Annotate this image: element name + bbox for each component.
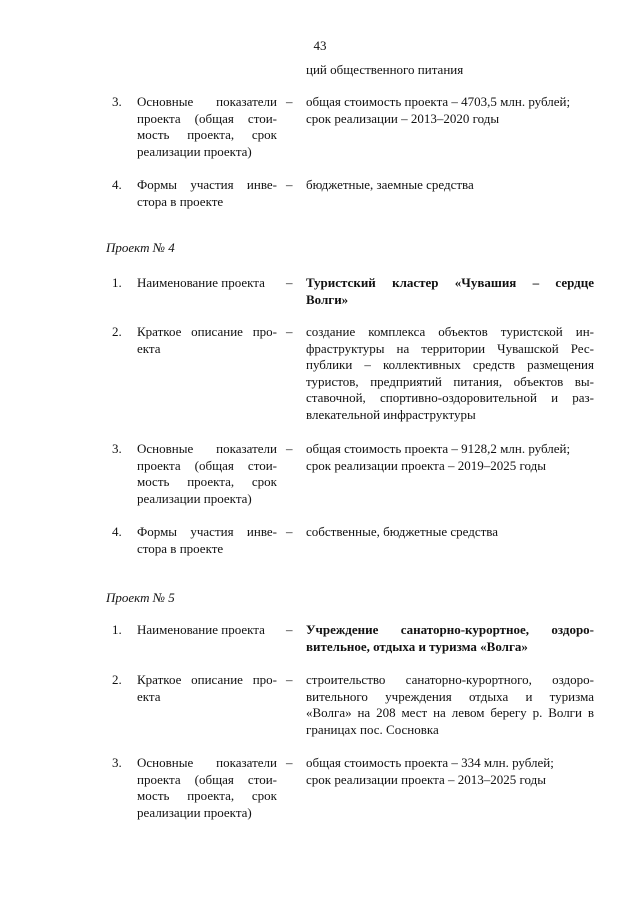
- value-line: фраструктуры на территории Чувашской Рес-: [306, 340, 594, 356]
- label-line: Основные показатели: [137, 755, 277, 770]
- row-value: [306, 94, 594, 127]
- value-line: собственные, бюджетные средства: [306, 524, 499, 539]
- value-line: срок реализации проекта – 2013–2025 годы: [306, 771, 546, 787]
- label-line: Краткое описание про-: [137, 672, 277, 687]
- page-number: 43: [313, 38, 327, 53]
- label-line: реализации проекта): [137, 804, 252, 820]
- label-line: стора в проекте: [137, 193, 224, 209]
- label-line: Наименование проекта: [137, 622, 265, 637]
- row-value: [306, 441, 594, 474]
- value-line: Учреждение санаторно-курортное, оздоро-: [306, 622, 594, 637]
- label-line: екта: [137, 340, 161, 356]
- value-line: влекательной инфраструктуры: [306, 406, 476, 422]
- row-number: 1.: [112, 622, 122, 637]
- row-number: 3.: [112, 755, 122, 770]
- value-line: срок реализации проекта – 2019–2025 годы: [306, 457, 546, 473]
- dash-separator: –: [286, 524, 293, 539]
- label-line: реализации проекта): [137, 490, 252, 506]
- row-label: [137, 177, 277, 210]
- row-value: [306, 177, 594, 194]
- continuation-text: ций общественного питания: [306, 62, 464, 77]
- label-line: Краткое описание про-: [137, 324, 277, 339]
- label-line: мость проекта, срок: [137, 474, 277, 489]
- value-line: туристов, предприятий питания, объектов вы-: [306, 373, 594, 389]
- value-line: бюджетные, заемные средства: [306, 177, 474, 192]
- project-title: [306, 275, 594, 308]
- row-label: [137, 275, 277, 292]
- label-line: мость проекта, срок: [137, 788, 277, 803]
- dash-separator: –: [286, 672, 293, 687]
- row-label: [137, 755, 277, 821]
- row-value: [306, 324, 594, 423]
- row-label: [137, 622, 277, 639]
- row-label: [137, 94, 277, 160]
- project-5-heading: Проект № 5: [106, 590, 175, 605]
- row-number: 1.: [112, 275, 122, 290]
- dash-separator: –: [286, 177, 293, 192]
- row-number: 4.: [112, 177, 122, 192]
- value-line: «Волга» на 208 мест на левом берегу р. Волги в: [306, 705, 594, 720]
- value-line: Волги»: [306, 291, 349, 307]
- project-title: [306, 622, 594, 655]
- label-line: Наименование проекта: [137, 275, 265, 290]
- label-line: Формы участия инве-: [137, 524, 277, 539]
- dash-separator: –: [286, 275, 293, 290]
- row-number: 4.: [112, 524, 122, 539]
- label-line: проекта (общая стои-: [137, 771, 277, 787]
- label-line: стора в проекте: [137, 540, 224, 556]
- label-line: проекта (общая стои-: [137, 457, 277, 473]
- dash-separator: –: [286, 441, 293, 456]
- value-line: создание комплекса объектов туристской ин-: [306, 324, 594, 339]
- row-label: [137, 524, 277, 557]
- value-line: строительство санаторно-курортного, оздоро-: [306, 672, 594, 687]
- dash-separator: –: [286, 324, 293, 339]
- row-label: [137, 441, 277, 507]
- label-line: мость проекта, срок: [137, 127, 277, 142]
- value-line: общая стоимость проекта – 334 млн. рублей;: [306, 755, 554, 770]
- row-label: [137, 672, 277, 705]
- label-line: екта: [137, 688, 161, 704]
- value-line: срок реализации – 2013–2020 годы: [306, 110, 500, 126]
- value-line: общая стоимость проекта – 4703,5 млн. рублей;: [306, 94, 571, 109]
- dash-separator: –: [286, 94, 293, 109]
- row-value: [306, 524, 594, 541]
- row-value: [306, 755, 594, 788]
- row-number: 3.: [112, 441, 122, 456]
- label-line: реализации проекта): [137, 143, 252, 159]
- dash-separator: –: [286, 755, 293, 770]
- project-4-heading: Проект № 4: [106, 240, 175, 255]
- row-number: 2.: [112, 672, 122, 687]
- value-line: вительного учреждения отдыха и туризма: [306, 688, 594, 704]
- label-line: Основные показатели: [137, 94, 277, 109]
- dash-separator: –: [286, 622, 293, 637]
- row-label: [137, 324, 277, 357]
- label-line: Формы участия инве-: [137, 177, 277, 192]
- value-line: вительное, отдыха и туризма «Волга»: [306, 638, 528, 654]
- value-line: общая стоимость проекта – 9128,2 млн. рублей;: [306, 441, 571, 456]
- label-line: Основные показатели: [137, 441, 277, 456]
- value-line: границах пос. Сосновка: [306, 721, 439, 737]
- value-line: Туристский кластер «Чувашия – сердце: [306, 275, 594, 290]
- value-line: публики – коллективных средств размещения: [306, 357, 594, 372]
- row-number: 3.: [112, 94, 122, 109]
- row-value: [306, 672, 594, 738]
- value-line: ставочной, спортивно-оздоровительной и раз-: [306, 390, 594, 405]
- row-number: 2.: [112, 324, 122, 339]
- label-line: проекта (общая стои-: [137, 110, 277, 126]
